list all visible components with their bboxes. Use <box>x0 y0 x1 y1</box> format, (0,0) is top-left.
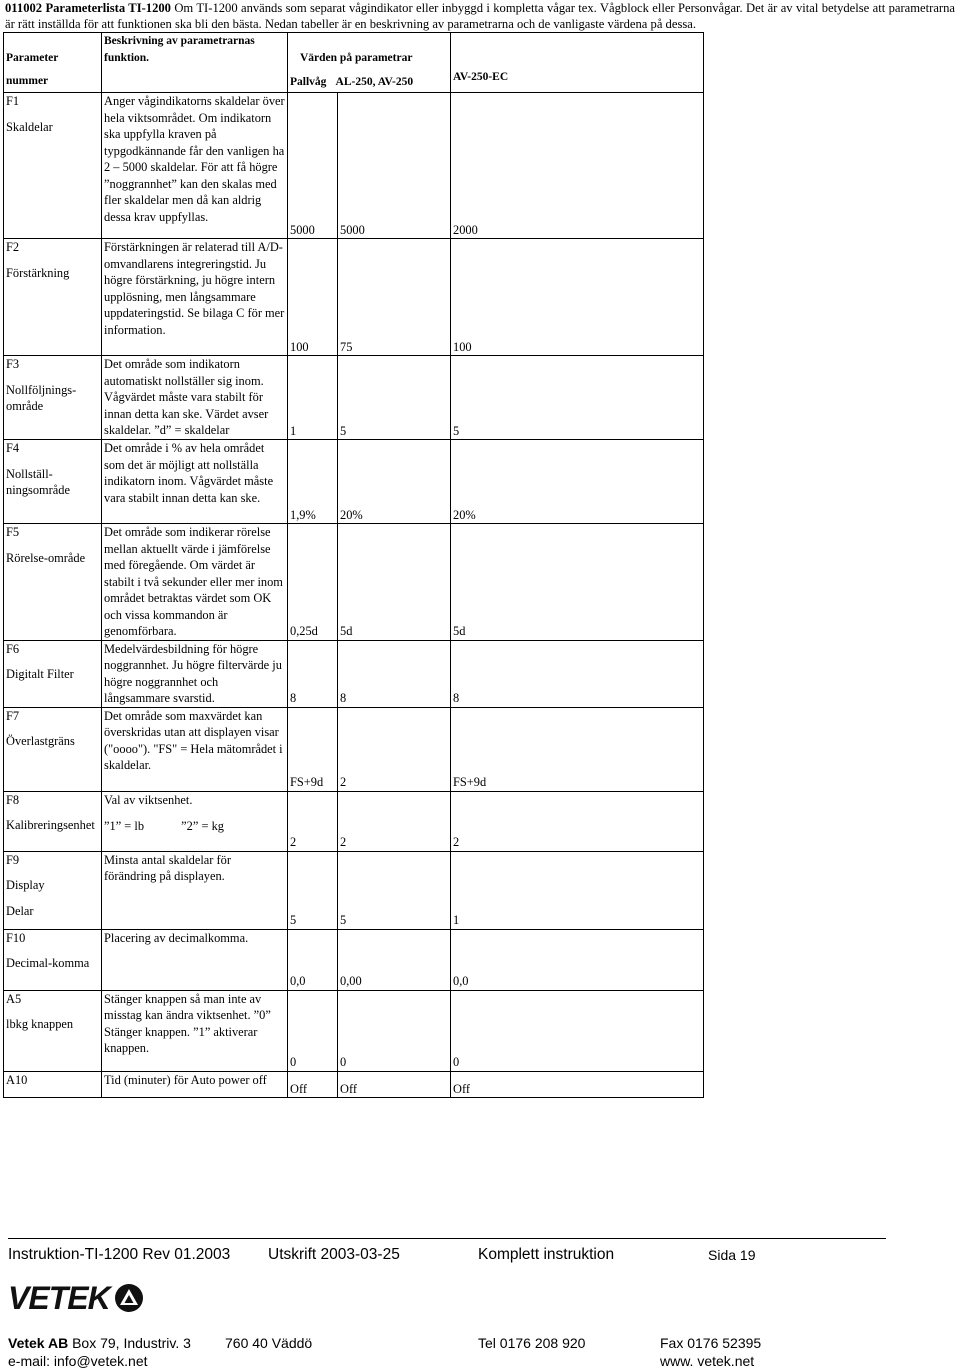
value-pallvag: 0,25d <box>288 524 338 641</box>
param-code: F4 <box>6 441 20 455</box>
value-pallvag: 0 <box>288 990 338 1071</box>
footer-divider <box>8 1238 886 1239</box>
value-al-av-250: 0,00 <box>338 929 451 990</box>
param-cell <box>4 990 102 1071</box>
parameter-table <box>3 32 704 1098</box>
description-text: Val av viktsenhet. <box>104 792 193 807</box>
value-pallvag: 1 <box>288 356 338 440</box>
header-values-title: Värden på parametrar <box>300 52 413 64</box>
logo-text: VETEK <box>8 1279 110 1316</box>
value-av-250-ec: 0,0 <box>451 929 704 990</box>
description-text: Tid (minuter) för Auto power off <box>104 1072 267 1087</box>
description-cell <box>102 440 288 524</box>
header-desc <box>102 33 288 93</box>
footer-complete: Komplett instruktion <box>478 1246 615 1263</box>
param-code: F1 <box>6 94 20 108</box>
value-al-av-250: Off <box>338 1071 451 1098</box>
param-name: Överlastgräns <box>6 734 75 748</box>
table-row <box>4 524 704 641</box>
param-code: A5 <box>6 991 22 1006</box>
description-cell <box>102 851 288 929</box>
description-text: Det område som maxvärdet kan överskridas utan att displayen visar ("oooo"). "FS" = Hela mätområdet i skaldelar. <box>104 708 283 772</box>
contact-company: Vetek AB <box>8 1335 69 1351</box>
table-row <box>4 990 704 1071</box>
intro-paragraph <box>5 0 955 32</box>
param-code: A10 <box>6 1072 28 1087</box>
param-name: lbkg knappen <box>6 1017 74 1031</box>
description-text: Medelvärdesbildning för högre noggrannhet. Ju högre filtervärde ju högre noggrannhet och långsammare svarstid. <box>104 641 282 705</box>
value-av-250-ec: Off <box>451 1071 704 1098</box>
value-av-250-ec: 8 <box>451 640 704 707</box>
value-al-av-250: 5000 <box>338 93 451 239</box>
param-cell <box>4 851 102 929</box>
param-cell <box>4 356 102 440</box>
value-pallvag: 1,9% <box>288 440 338 524</box>
value-pallvag: 0,0 <box>288 929 338 990</box>
description-cell <box>102 929 288 990</box>
description-cell <box>102 356 288 440</box>
param-code: F3 <box>6 357 20 371</box>
value-al-av-250: 75 <box>338 239 451 356</box>
header-desc-text: Beskrivning av parametrarnas funktion. <box>104 35 255 64</box>
value-pallvag: 2 <box>288 791 338 851</box>
param-code: F7 <box>6 708 20 723</box>
table-row <box>4 791 704 851</box>
value-pallvag: 100 <box>288 239 338 356</box>
description-text: Det område som indikatorn automatiskt nollställer sig inom. Vågvärdet måste vara stabilt för innan detta kan ske. Värdet avser skaldelar. ”d” = skaldelar <box>104 357 269 437</box>
value-al-av-250: 8 <box>338 640 451 707</box>
param-code: F2 <box>6 240 20 254</box>
table-row <box>4 356 704 440</box>
param-name: Delar <box>6 903 34 918</box>
value-av-250-ec: 0 <box>451 990 704 1071</box>
description-text: Minsta antal skaldelar för förändring på displayen. <box>104 852 231 883</box>
description-cell <box>102 1071 288 1098</box>
value-av-250-ec: 5 <box>451 356 704 440</box>
param-cell <box>4 929 102 990</box>
param-name: Display <box>6 878 45 892</box>
value-al-av-250: 2 <box>338 707 451 791</box>
param-name: Förstärkning <box>6 265 70 280</box>
param-code: F5 <box>6 525 20 539</box>
param-name: Rörelse-område <box>6 550 86 565</box>
footer-page: Sida 19 <box>708 1247 756 1263</box>
description-text: Placering av decimalkomma. <box>104 930 249 945</box>
table-row <box>4 93 704 239</box>
description-cell <box>102 93 288 239</box>
param-name: Decimal-komma <box>6 956 90 970</box>
value-pallvag: 5 <box>288 851 338 929</box>
param-cell <box>4 707 102 791</box>
value-av-250-ec: 5d <box>451 524 704 641</box>
value-pallvag: Off <box>288 1071 338 1098</box>
value-av-250-ec: 1 <box>451 851 704 929</box>
contact-fax: Fax 0176 52395 <box>660 1335 762 1351</box>
param-name: Digitalt Filter <box>6 667 74 681</box>
contact-tel: Tel 0176 208 920 <box>478 1335 586 1351</box>
param-code: F9 <box>6 852 20 867</box>
value-al-av-250: 0 <box>338 990 451 1071</box>
value-pallvag: 8 <box>288 640 338 707</box>
description-cell <box>102 239 288 356</box>
footer-print: Utskrift 2003-03-25 <box>268 1246 400 1263</box>
param-cell <box>4 1071 102 1098</box>
param-name: Skaldelar <box>6 119 53 134</box>
value-av-250-ec: 2 <box>451 791 704 851</box>
vetek-logo <box>8 1279 146 1316</box>
param-cell <box>4 440 102 524</box>
value-al-av-250: 5 <box>338 851 451 929</box>
param-code: F8 <box>6 792 20 807</box>
value-al-av-250: 5d <box>338 524 451 641</box>
header-param-line1: Parameter <box>6 52 59 64</box>
footer-doc: Instruktion-TI-1200 Rev 01.2003 <box>8 1246 231 1263</box>
intro-title: 011002 Parameterlista TI-1200 <box>5 1 171 15</box>
value-pallvag: 5000 <box>288 93 338 239</box>
logo-triangle-icon <box>112 1283 146 1313</box>
value-av-250-ec: 2000 <box>451 93 704 239</box>
header-col-avec-cell <box>451 33 704 93</box>
value-al-av-250: 2 <box>338 791 451 851</box>
description-text: Förstärkningen är relaterad till A/D-omvandlarens integreringstid. Ju högre förstärkning, ju högre intern upplösning, men långsammare uppdateringstid. Se bilaga C för mer information. <box>104 240 285 337</box>
table-header-row <box>4 33 704 93</box>
table-row <box>4 440 704 524</box>
description-cell <box>102 524 288 641</box>
header-col-al: AL-250, AV-250 <box>335 75 414 88</box>
description-options: ”1” = lb ”2” = kg <box>104 819 224 833</box>
description-cell <box>102 791 288 851</box>
param-name: Kalibreringsenhet <box>6 818 95 832</box>
contact-address: Box 79, Industriv. 3 <box>68 1335 191 1351</box>
description-cell <box>102 990 288 1071</box>
table-row <box>4 1071 704 1098</box>
header-param-line2: nummer <box>6 74 49 87</box>
header-col-pallvag: Pallvåg <box>290 75 327 88</box>
description-cell <box>102 640 288 707</box>
description-text: Anger vågindikatorns skaldelar över hela viktsområdet. Om indikatorn ska uppfylla kraven på typgodkännande får den vanligen ha 2 – 5000 skaldelar. För att få högre ”noggrannhet” kan den skalas med fler skaldelar men då kan aldrig dessa krav uppfyllas. <box>104 94 285 224</box>
param-name: Nollföljnings-område <box>6 382 77 413</box>
description-text: Det område i % av hela området som det är möjligt att nollställa indikatorn inom. Vågvärdet måste vara stabilt innan detta kan ske. <box>104 441 274 505</box>
contact-email[interactable]: e-mail: info@vetek.net <box>8 1353 148 1369</box>
value-av-250-ec: FS+9d <box>451 707 704 791</box>
param-cell <box>4 239 102 356</box>
header-values <box>288 33 451 93</box>
header-param <box>4 33 102 93</box>
param-cell <box>4 640 102 707</box>
header-col-avec: AV-250-EC <box>453 71 509 83</box>
param-cell <box>4 524 102 641</box>
param-cell <box>4 93 102 239</box>
value-av-250-ec: 20% <box>451 440 704 524</box>
value-pallvag: FS+9d <box>288 707 338 791</box>
table-row <box>4 929 704 990</box>
description-text: Stänger knappen så man inte av misstag kan ändra viktsenhet. ”0” Stänger knappen. ”1” aktiverar knappen. <box>104 991 271 1055</box>
param-cell <box>4 791 102 851</box>
description-text: Det område som indikerar rörelse mellan aktuellt värde i jämförelse med föregående. Om värdet är stabilt i två sekunder eller mer inom området betraktas värdet som OK och vissa kommandon är genomförbara. <box>104 525 283 638</box>
table-row <box>4 707 704 791</box>
table-row <box>4 640 704 707</box>
contact-city: 760 40 Väddö <box>225 1335 313 1351</box>
param-code: F6 <box>6 641 20 656</box>
param-name: Nollställ-ningsområde <box>6 466 71 497</box>
intro-text: Om TI-1200 används som separat vågindikator eller inbyggd i kompletta vågar tex. Vågblock eller Personvågar. Det är av vital betydelse att parametrarna är rätt inställda för att funktionen ska bli den bästa. Nedan tabeller är en beskrivning av parametrarna och de vanligaste värdena på dessa. <box>5 1 955 31</box>
contact-web[interactable]: www. vetek.net <box>660 1353 755 1369</box>
value-al-av-250: 20% <box>338 440 451 524</box>
table-row <box>4 239 704 356</box>
value-al-av-250: 5 <box>338 356 451 440</box>
table-row <box>4 851 704 929</box>
param-code: F10 <box>6 930 26 945</box>
value-av-250-ec: 100 <box>451 239 704 356</box>
description-cell <box>102 707 288 791</box>
